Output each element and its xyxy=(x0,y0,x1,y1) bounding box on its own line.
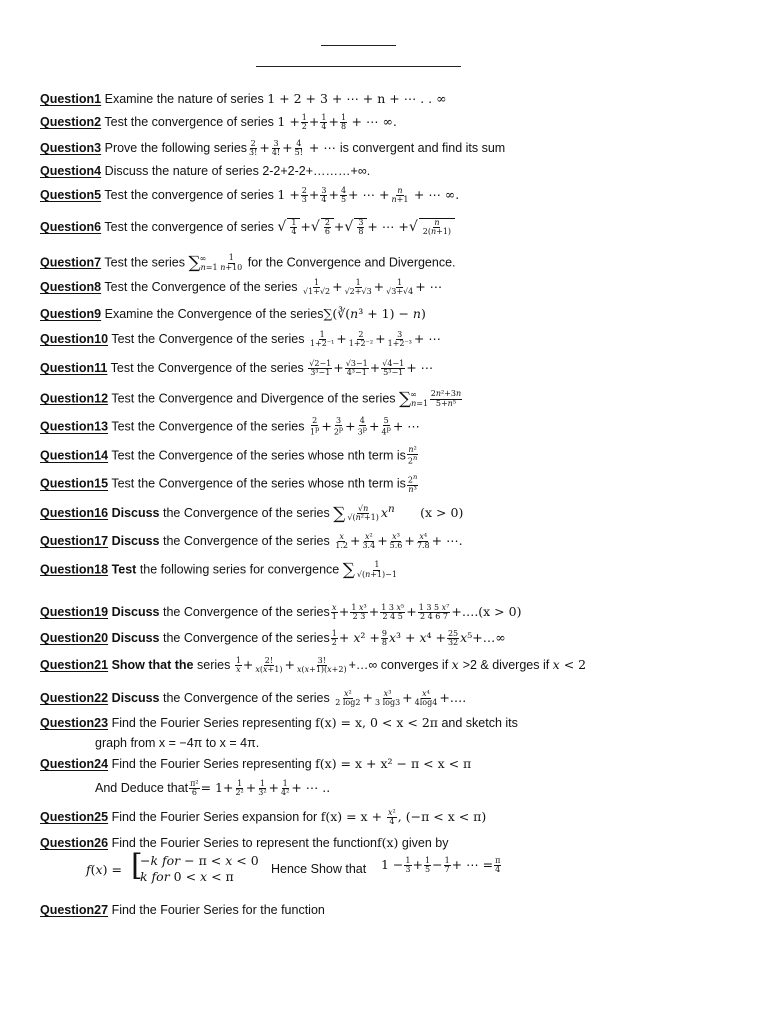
fraction: $\frac{1}{2}$ xyxy=(301,113,307,132)
question-label: Question8 xyxy=(40,280,102,295)
question-label: Question26 xyxy=(40,836,109,850)
question-text: Test the Convergence of the series xyxy=(104,280,302,295)
math-condition: (x > 0) xyxy=(420,505,464,521)
question-text: Prove the following series xyxy=(104,141,248,156)
question-text: the Convergence of the series xyxy=(159,691,334,706)
question-label: Question5 xyxy=(40,188,102,203)
question-17: Question17 Discuss the Convergence of the series $\frac{x}{1.2}$ + $\frac{\text{x²}}{3.4}$ + $\frac{\text{x³}}{5.6}$ + $\frac{\text{x⁴}}{7.8}$ + ⋯. xyxy=(40,532,463,551)
question-text: Test the convergence of series xyxy=(104,220,274,235)
question-text: Find the Fourier Series representing xyxy=(111,716,316,730)
fraction: $\frac{1}{4}$ xyxy=(321,113,327,132)
question-label: Question19 xyxy=(40,605,109,620)
question-25: Question25 Find the Fourier Series expansion for f(x) = x + $\frac{\text{x²}}{4}$ , (−π < x < π) xyxy=(40,808,487,827)
math-expr: f(x) = x + x² − π < x < π xyxy=(315,756,472,771)
question-21: Question21 Show that the series $\frac{1}{x}$ + $\frac{2!}{x(x+1)}$ + $\frac{3!}{x(x+1)(x+2)}$ +…∞ converges if x >2 & diverges if x < 2 xyxy=(40,656,587,675)
question-text: Find the Fourier Series expansion for xyxy=(111,810,321,825)
question-text: the Convergence of the series xyxy=(159,605,330,620)
math-expr: f(x) = x, 0 < x < 2π xyxy=(315,715,438,730)
question-label: Question7 xyxy=(40,255,102,270)
question-text: Test the Convergence of the series xyxy=(111,332,308,347)
question-label: Question15 xyxy=(40,476,109,491)
question-text: >2 & diverges if xyxy=(462,658,553,673)
question-text: graph from x = −4π to x = 4π. xyxy=(95,736,260,750)
question-9: Question9 Examine the Convergence of the series∑(∛(n³ + 1) − n) xyxy=(40,306,426,321)
question-16: Question16 Discuss the Convergence of the series ∑ $\frac{√n}{\text{√(n²+1)}}$ $x^n$ (x > 0) xyxy=(40,503,464,524)
question-text: Test the Convergence of the series xyxy=(110,361,308,376)
question-text: Test the convergence of series xyxy=(104,188,278,203)
question-text: Test the Convergence of the series whose nth term is xyxy=(111,476,406,491)
question-5: Question5 Test the convergence of series 1 + $\frac{2}{3}$ + $\frac{3}{4}$ + $\frac{4}{5}$ + ⋯ + $\frac{n}{n+1}$ + ⋯ ∞. xyxy=(40,186,460,205)
question-text: Discuss the nature of series 2-2+2-2+………+∞. xyxy=(104,164,371,178)
question-3: Question3 Prove the following series $\frac{2}{3!}$ + $\frac{3}{4!}$ + $\frac{4}{5!}$ + ⋯ is convergent and find its sum xyxy=(40,139,506,158)
question-text: Test the series xyxy=(104,255,189,270)
question-text: Test the Convergence and Divergence of the series xyxy=(111,391,399,406)
fraction: $\frac{1}{8}$ xyxy=(340,113,347,132)
question-text: is convergent and find its sum xyxy=(339,141,506,156)
question-13: Question13 Test the Convergence of the series $\frac{2}{1^p}$ + $\frac{3}{2^p}$ + $\frac{4}{3^p}$ + $\frac{5}{4^p}$ + ⋯ xyxy=(40,416,420,438)
question-label: Question14 xyxy=(40,448,109,463)
question-label: Question24 xyxy=(40,757,109,771)
question-label: Question20 xyxy=(40,631,109,646)
question-22: Question22 Discuss the Convergence of the series $\frac{\text{x²}}{2 \log 2}$ + $\frac{\text{x³}}{3 \log 3}$ + $\frac{\text{x⁴}}{4\log 4}$ +…. xyxy=(40,689,467,708)
question-verb: Discuss xyxy=(111,691,160,706)
question-text: Find the Fourier Series to represent the function xyxy=(111,836,377,850)
question-text: the Convergence of the series xyxy=(159,534,334,549)
question-label: Question12 xyxy=(40,391,109,406)
question-20: Question20 Discuss the Convergence of the series $\frac{1}{2}$ + x² + $\frac{9}{8}$ x³ + x⁴ + $\frac{25}{32}$ x⁵+…∞ xyxy=(40,629,506,648)
question-verb: Test xyxy=(111,562,137,577)
question-text: the Convergence of the series xyxy=(159,631,330,646)
question-label: Question23 xyxy=(40,716,109,730)
question-text: Find the Fourier Series for the function xyxy=(111,903,325,917)
question-2: Question2 Test the convergence of series 1 + $\frac{1}{2}$ + $\frac{1}{4}$ + $\frac{1}{8}$ + ⋯ ∞. xyxy=(40,113,397,132)
question-10: Question10 Test the Convergence of the series $\frac{1}{\text{1+2⁻¹}}$ + $\frac{2}{\text{1+2⁻²}}$ + $\frac{3}{\text{1+2⁻³}}$ + ⋯ xyxy=(40,330,441,349)
question-23-line2 xyxy=(95,736,259,750)
question-text: the Convergence of the series xyxy=(159,506,330,521)
question-text: given by xyxy=(398,836,449,850)
math-expr: f(x) = x + xyxy=(320,809,387,825)
top-rule xyxy=(321,45,396,46)
question-14: Question14 Test the Convergence of the series whose nth term is $\frac{\text{n²}}{2^n}$ xyxy=(40,445,418,467)
math-expr: + ⋯ ∞. xyxy=(351,114,397,130)
question-7: Question7 Test the series $\sum_{n=1}^\infty$ $\frac{1}{n+10}$ for the Convergence and Divergence. xyxy=(40,253,456,273)
math-condition: , (−π < x < π) xyxy=(397,809,487,825)
question-text: And Deduce that xyxy=(95,781,189,796)
question-label: Question1 xyxy=(40,92,102,106)
question-label: Question21 xyxy=(40,658,109,673)
question-label: Question6 xyxy=(40,220,102,235)
question-text: series xyxy=(193,658,234,673)
question-text: Test the Convergence of the series whose nth term is xyxy=(111,448,406,463)
question-24-line2: And Deduce that $\frac{\text{π²}}{6}$ = 1+ $\frac{1}{\text{2²}}$ + $\frac{1}{\text{3²}}$ + $\frac{1}{\text{4²}}$ + ⋯ .. xyxy=(95,779,331,798)
math-expr: + ⋯ ∞. xyxy=(413,187,460,203)
question-text: Test the convergence of series xyxy=(104,115,278,130)
question-text: Hence Show that xyxy=(271,862,367,876)
question-8: Question8 Test the Convergence of the series $\frac{1}{√1+√2}$ + $\frac{1}{√2+√3}$ + $\frac{1}{√3+√4}$ + ⋯ xyxy=(40,278,443,297)
question-text: Test the Convergence of the series xyxy=(111,419,308,434)
question-text: and sketch its xyxy=(438,716,518,730)
question-verb: Discuss xyxy=(111,631,160,646)
question-label: Question25 xyxy=(40,810,109,825)
question-label: Question9 xyxy=(40,307,102,321)
question-text: Examine the nature of series xyxy=(104,92,268,106)
question-27 xyxy=(40,903,325,917)
math-expr: 1 + xyxy=(277,114,300,130)
question-11: Question11 Test the Convergence of the series $\frac{√2-1}{\text{3³−1}}$ + $\frac{√3-1}{\text{4³−1}}$ + $\frac{√4-1}{\text{5³−1}}$ + ⋯ xyxy=(40,359,434,378)
question-23 xyxy=(40,715,518,730)
question-text: Find the Fourier Series representing xyxy=(111,757,316,771)
question-label: Question27 xyxy=(40,903,109,917)
question-label: Question13 xyxy=(40,419,109,434)
question-label: Question22 xyxy=(40,691,109,706)
question-text: +…∞ converges if xyxy=(348,658,452,673)
question-text: Examine the Convergence of the series xyxy=(104,307,324,321)
question-6: Question6 Test the convergence of series √ $\frac{1}{4}$ +√ $\frac{2}{6}$ +√ $\frac{3}{8}$ + ⋯ +√ $\frac{n}{2(n+1)}$ xyxy=(40,218,455,237)
question-label: Question2 xyxy=(40,115,102,130)
question-label: Question18 xyxy=(40,562,109,577)
question-text: the following series for convergence xyxy=(136,562,343,577)
question-15: Question15 Test the Convergence of the series whose nth term is $\frac{2^n}{\text{n³}}$ xyxy=(40,473,418,495)
question-verb: Discuss xyxy=(111,605,160,620)
question-label: Question11 xyxy=(40,361,108,376)
question-text: for the Convergence and Divergence. xyxy=(247,255,456,270)
question-label: Question17 xyxy=(40,534,109,549)
fraction: $\frac{2}{3!}$ xyxy=(249,139,258,158)
question-1 xyxy=(40,91,447,106)
question-26 xyxy=(40,835,448,850)
question-label: Question10 xyxy=(40,332,109,347)
question-18: Question18 Test the following series for convergence ∑ $\frac{1}{√(n+1)-1}$ xyxy=(40,560,397,580)
question-24 xyxy=(40,756,471,771)
math-expr: 1 + 2 + 3 + ⋯ + n + ⋯ . . ∞ xyxy=(267,91,447,106)
question-label: Question4 xyxy=(40,164,102,178)
question-4 xyxy=(40,164,370,178)
math-expr: f(x) xyxy=(376,835,399,850)
second-rule xyxy=(256,66,461,67)
question-19: Question19 Discuss the Convergence of the series $\frac{x}{1}$ + $\frac{\text{1 x³}}{2 3}$ + $\frac{\text{1 3 x⁵}}{2 4 5}$ + $\frac{\text{1 3 5 x⁷}}{2 4 6 7}$ +….(x > 0) xyxy=(40,603,522,622)
question-12: Question12 Test the Convergence and Divergence of the series $\sum_{n=1}^\infty$ $\frac{\text{2n²+3n}}{\text{5+n⁵}}$ xyxy=(40,389,462,409)
question-label: Question3 xyxy=(40,141,102,156)
question-label: Question16 xyxy=(40,506,109,521)
question-verb: Discuss xyxy=(111,534,160,549)
question-verb: Show that the xyxy=(111,658,194,673)
question-verb: Discuss xyxy=(111,506,160,521)
math-condition: ….(x > 0) xyxy=(461,604,522,620)
